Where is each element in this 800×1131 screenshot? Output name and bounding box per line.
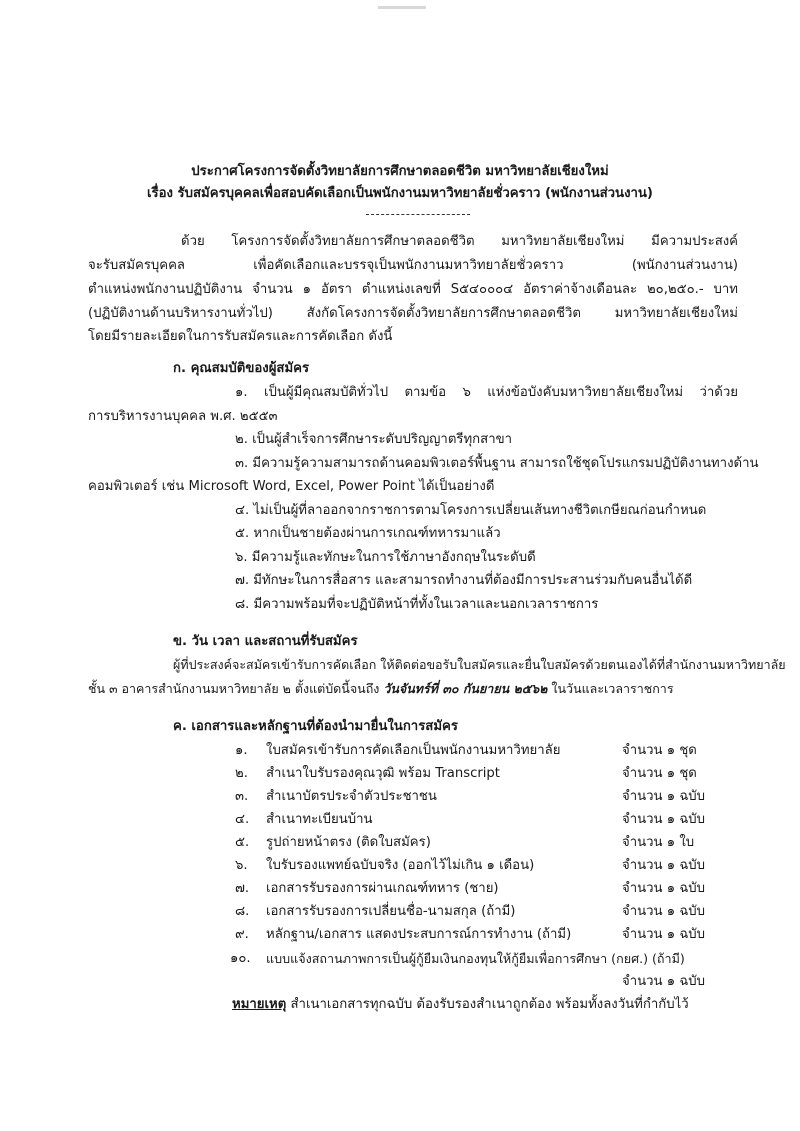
document-quantity: จำนวน ๑ ฉบับ bbox=[622, 904, 706, 919]
document-quantity: จำนวน ๑ ฉบับ bbox=[622, 789, 706, 804]
document-no: ๕. bbox=[235, 835, 250, 850]
qualification-1-line-2: การบริหารงานบุคคล พ.ศ. ๒๕๕๓ bbox=[88, 409, 278, 424]
separator-line bbox=[366, 214, 470, 215]
intro-line-4: (ปฏิบัติงานด้านบริหารงานทั่วไป) สังกัดโครงการจัดตั้งวิทยาลัยการศึกษาตลอดชีวิต มหาวิทยาลัยเชียงใหม่ bbox=[88, 306, 738, 321]
document-no: ๓. bbox=[235, 789, 249, 804]
note-text: สำเนาเอกสารทุกฉบับ ต้องรับรองสำเนาถูกต้อง พร้อมทั้งลงวันที่กำกับไว้ bbox=[286, 997, 689, 1012]
qualification-5: ๕. หากเป็นชายต้องผ่านการเกณฑ์ทหารมาแล้ว bbox=[235, 526, 501, 541]
document-name: ใบสมัครเข้ารับการคัดเลือกเป็นพนักงานมหาวิทยาลัย bbox=[266, 743, 561, 758]
scan-mark bbox=[378, 6, 426, 9]
application-hours: ในวันและเวลาราชการ bbox=[547, 681, 674, 696]
qualification-8: ๘. มีความพร้อมที่จะปฏิบัติหน้าที่ทั้งในเวลาและนอกเวลาราชการ bbox=[235, 597, 599, 612]
document-name: รูปถ่ายหน้าตรง (ติดใบสมัคร) bbox=[266, 835, 431, 850]
intro-line-5: โดยมีรายละเอียดในการรับสมัครและการคัดเลือก ดังนี้ bbox=[88, 329, 393, 344]
announcement-subject: เรื่อง รับสมัครบุคคลเพื่อสอบคัดเลือกเป็นพนักงานมหาวิทยาลัยชั่วคราว (พนักงานส่วนงาน) bbox=[147, 186, 653, 201]
document-no: ๙. bbox=[235, 927, 249, 942]
document-name: เอกสารรับรองการผ่านเกณฑ์ทหาร (ชาย) bbox=[266, 881, 499, 896]
section-b-heading: ข. วัน เวลา และสถานที่รับสมัคร bbox=[173, 634, 358, 649]
document-no: ๔. bbox=[235, 812, 250, 827]
qualification-6: ๖. มีความรู้และทักษะในการใช้ภาษาอังกฤษในระดับดี bbox=[235, 550, 536, 565]
qualification-1-line-1: ๑. เป็นผู้มีคุณสมบัติทั่วไป ตามข้อ ๖ แห่งข้อบังคับมหาวิทยาลัยเชียงใหม่ ว่าด้วย bbox=[235, 385, 738, 400]
document-quantity: จำนวน ๑ ฉบับ bbox=[622, 927, 706, 942]
document-quantity: จำนวน ๑ ฉบับ bbox=[622, 881, 706, 896]
document-name: สำเนาทะเบียนบ้าน bbox=[266, 812, 373, 827]
document-quantity: จำนวน ๑ ฉบับ bbox=[622, 974, 706, 989]
document-name: หลักฐาน/เอกสาร แสดงประสบการณ์การทำงาน (ถ้ามี) bbox=[266, 927, 572, 942]
document-quantity: จำนวน ๑ ชุด bbox=[622, 766, 697, 781]
document-no: ๖. bbox=[235, 858, 248, 873]
document-quantity: จำนวน ๑ ฉบับ bbox=[622, 858, 706, 873]
document-quantity: จำนวน ๑ ชุด bbox=[622, 743, 697, 758]
section-c-heading: ค. เอกสารและหลักฐานที่ต้องนำมายื่นในการสมัคร bbox=[173, 719, 458, 734]
intro-line-1: ด้วย โครงการจัดตั้งวิทยาลัยการศึกษาตลอดชีวิต มหาวิทยาลัยเชียงใหม่ มีความประสงค์ bbox=[181, 234, 738, 249]
document-no: ๑. bbox=[235, 743, 248, 758]
qualification-3-line-2: คอมพิวเตอร์ เช่น Microsoft Word, Excel, Power Point ได้เป็นอย่างดี bbox=[88, 479, 495, 494]
document-name: สำเนาบัตรประจำตัวประชาชน bbox=[266, 789, 437, 804]
section-a-heading: ก. คุณสมบัติของผู้สมัคร bbox=[173, 361, 310, 376]
application-place-line-1: ผู้ที่ประสงค์จะสมัครเข้ารับการคัดเลือก ให้ติดต่อขอรับใบสมัครและยื่นใบสมัครด้วยตนเองได้ที่สำนักงานมหาวิทยาลัย bbox=[173, 657, 786, 672]
document-no: ๒. bbox=[235, 766, 248, 781]
note bbox=[232, 996, 689, 1013]
application-place-text: ชั้น ๓ อาคารสำนักงานมหาวิทยาลัย ๒ ตั้งแต่บัดนี้จนถึง bbox=[88, 681, 384, 696]
document-no: ๑๐. bbox=[230, 951, 251, 966]
qualification-7: ๗. มีทักษะในการสื่อสาร และสามารถทำงานที่ต้องมีการประสานร่วมกับคนอื่นได้ดี bbox=[235, 573, 693, 588]
note-label: หมายเหตุ bbox=[232, 997, 287, 1012]
application-place-line-2 bbox=[88, 680, 674, 697]
intro-line-3: ตำแหน่งพนักงานปฏิบัติงาน จำนวน ๑ อัตรา ตำแหน่งเลขที่ S๕๔๐๐๐๔ อัตราค่าจ้างเดือนละ ๒๐,๒๕๐.- บาท bbox=[88, 282, 738, 297]
application-deadline: วันจันทร์ที่ ๓๐ กันยายน ๒๕๖๒ bbox=[383, 681, 548, 696]
announcement-title: ประกาศโครงการจัดตั้งวิทยาลัยการศึกษาตลอดชีวิต มหาวิทยาลัยเชียงใหม่ bbox=[191, 164, 609, 179]
qualification-4: ๔. ไม่เป็นผู้ที่ลาออกจากราชการตามโครงการเปลี่ยนเส้นทางชีวิตเกษียณก่อนกำหนด bbox=[235, 503, 707, 518]
document-quantity: จำนวน ๑ ใบ bbox=[622, 835, 695, 850]
document-name: แบบแจ้งสถานภาพการเป็นผู้กู้ยืมเงินกองทุนให้กู้ยืมเพื่อการศึกษา (กยศ.) (ถ้ามี) bbox=[266, 951, 685, 966]
document-quantity: จำนวน ๑ ฉบับ bbox=[622, 812, 706, 827]
intro-line-2: จะรับสมัครบุคคล เพื่อคัดเลือกและบรรจุเป็นพนักงานมหาวิทยาลัยชั่วคราว (พนักงานส่วนงาน) bbox=[88, 258, 738, 273]
qualification-3-line-1: ๓. มีความรู้ความสามารถด้านคอมพิวเตอร์พื้นฐาน สามารถใช้ชุดโปรแกรมปฏิบัติงานทางด้าน bbox=[235, 456, 759, 471]
document-name: ใบรับรองแพทย์ฉบับจริง (ออกไว้ไม่เกิน ๑ เดือน) bbox=[266, 858, 535, 873]
qualification-2: ๒. เป็นผู้สำเร็จการศึกษาระดับปริญญาตรีทุกสาขา bbox=[235, 432, 513, 447]
document-name: สำเนาใบรับรองคุณวุฒิ พร้อม Transcript bbox=[266, 766, 500, 781]
document-no: ๘. bbox=[235, 904, 250, 919]
document-no: ๗. bbox=[235, 881, 250, 896]
document-name: เอกสารรับรองการเปลี่ยนชื่อ-นามสกุล (ถ้ามี) bbox=[266, 904, 516, 919]
